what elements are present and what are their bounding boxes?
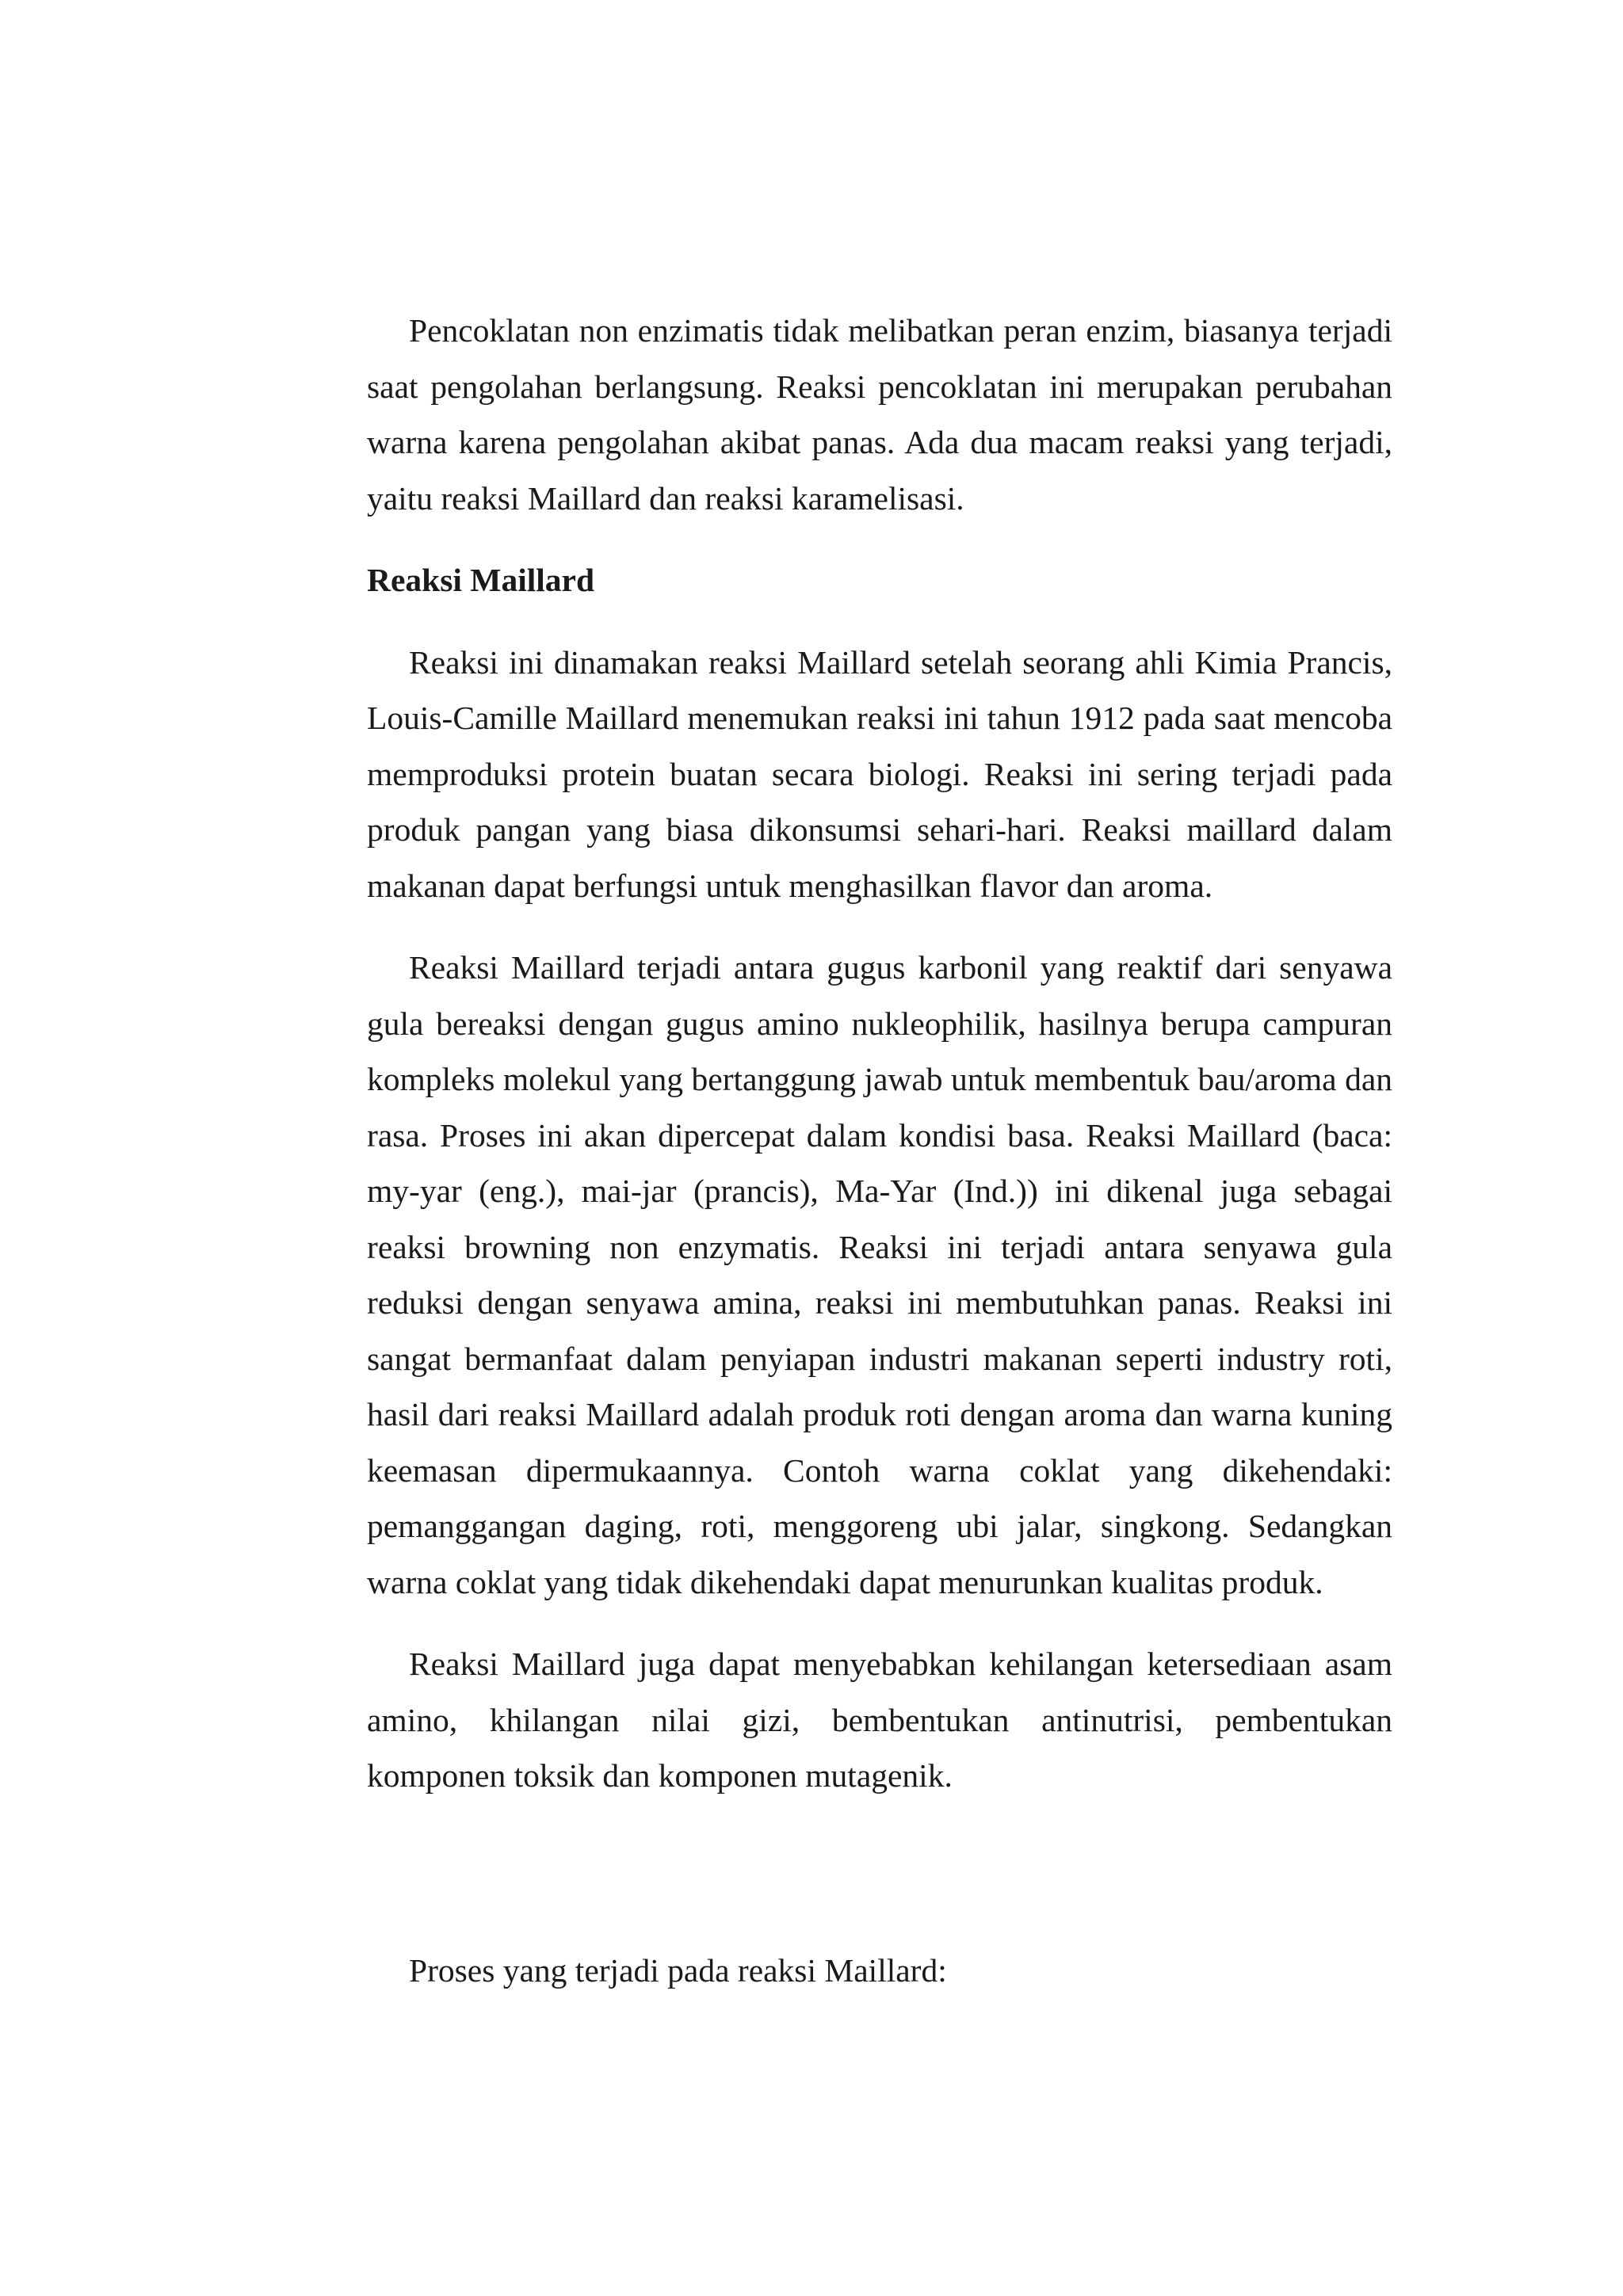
maillard-effects-paragraph: Reaksi Maillard juga dapat menyebabkan kehilangan ketersediaan asam amino, khilangan nilai gizi, bembentukan antinutrisi, pembentukan komponen toksik dan komponen mutagenik. bbox=[367, 1646, 1392, 1794]
process-intro-paragraph: Proses yang terjadi pada reaksi Maillard: bbox=[409, 1951, 947, 1989]
maillard-mechanism-paragraph: Reaksi Maillard terjadi antara gugus karbonil yang reaktif dari senyawa gula bereaksi dengan gugus amino nukleophilik, hasilnya berupa campuran kompleks molekul yang bertanggung jawab untuk membentuk bau/aroma dan rasa. Proses ini akan dipercepat dalam kondisi basa. Reaksi Maillard (baca: my-yar (eng.), mai-jar (prancis), Ma-Yar (Ind.)) ini dikenal juga sebagai reaksi browning non enzymatis. Reaksi ini terjadi antara senyawa gula reduksi dengan senyawa amina, reaksi ini membutuhkan panas. Reaksi ini sangat bermanfaat dalam penyiapan industri makanan seperti industry roti, hasil dari reaksi Maillard adalah produk roti dengan aroma dan warna kuning keemasan dipermukaannya. Contoh warna coklat yang dikehendaki: pemanggangan daging, roti, menggoreng ubi jalar, singkong. Sedangkan warna coklat yang tidak dikehendaki dapat menurunkan kualitas produk. bbox=[367, 949, 1392, 1600]
document-page bbox=[367, 303, 1392, 1998]
section-heading: Reaksi Maillard bbox=[367, 562, 595, 598]
intro-paragraph: Pencoklatan non enzimatis tidak melibatkan peran enzim, biasanya terjadi saat pengolahan berlangsung. Reaksi pencoklatan ini merupakan perubahan warna karena pengolahan akibat panas. Ada dua macam reaksi yang terjadi, yaitu reaksi Maillard dan reaksi karamelisasi. bbox=[367, 312, 1392, 517]
maillard-origin-paragraph: Reaksi ini dinamakan reaksi Maillard setelah seorang ahli Kimia Prancis, Louis-Camille Maillard menemukan reaksi ini tahun 1912 pada saat mencoba memproduksi protein buatan secara biologi. Reaksi ini sering terjadi pada produk pangan yang biasa dikonsumsi sehari-hari. Reaksi maillard dalam makanan dapat berfungsi untuk menghasilkan flavor dan aroma. bbox=[367, 643, 1392, 904]
